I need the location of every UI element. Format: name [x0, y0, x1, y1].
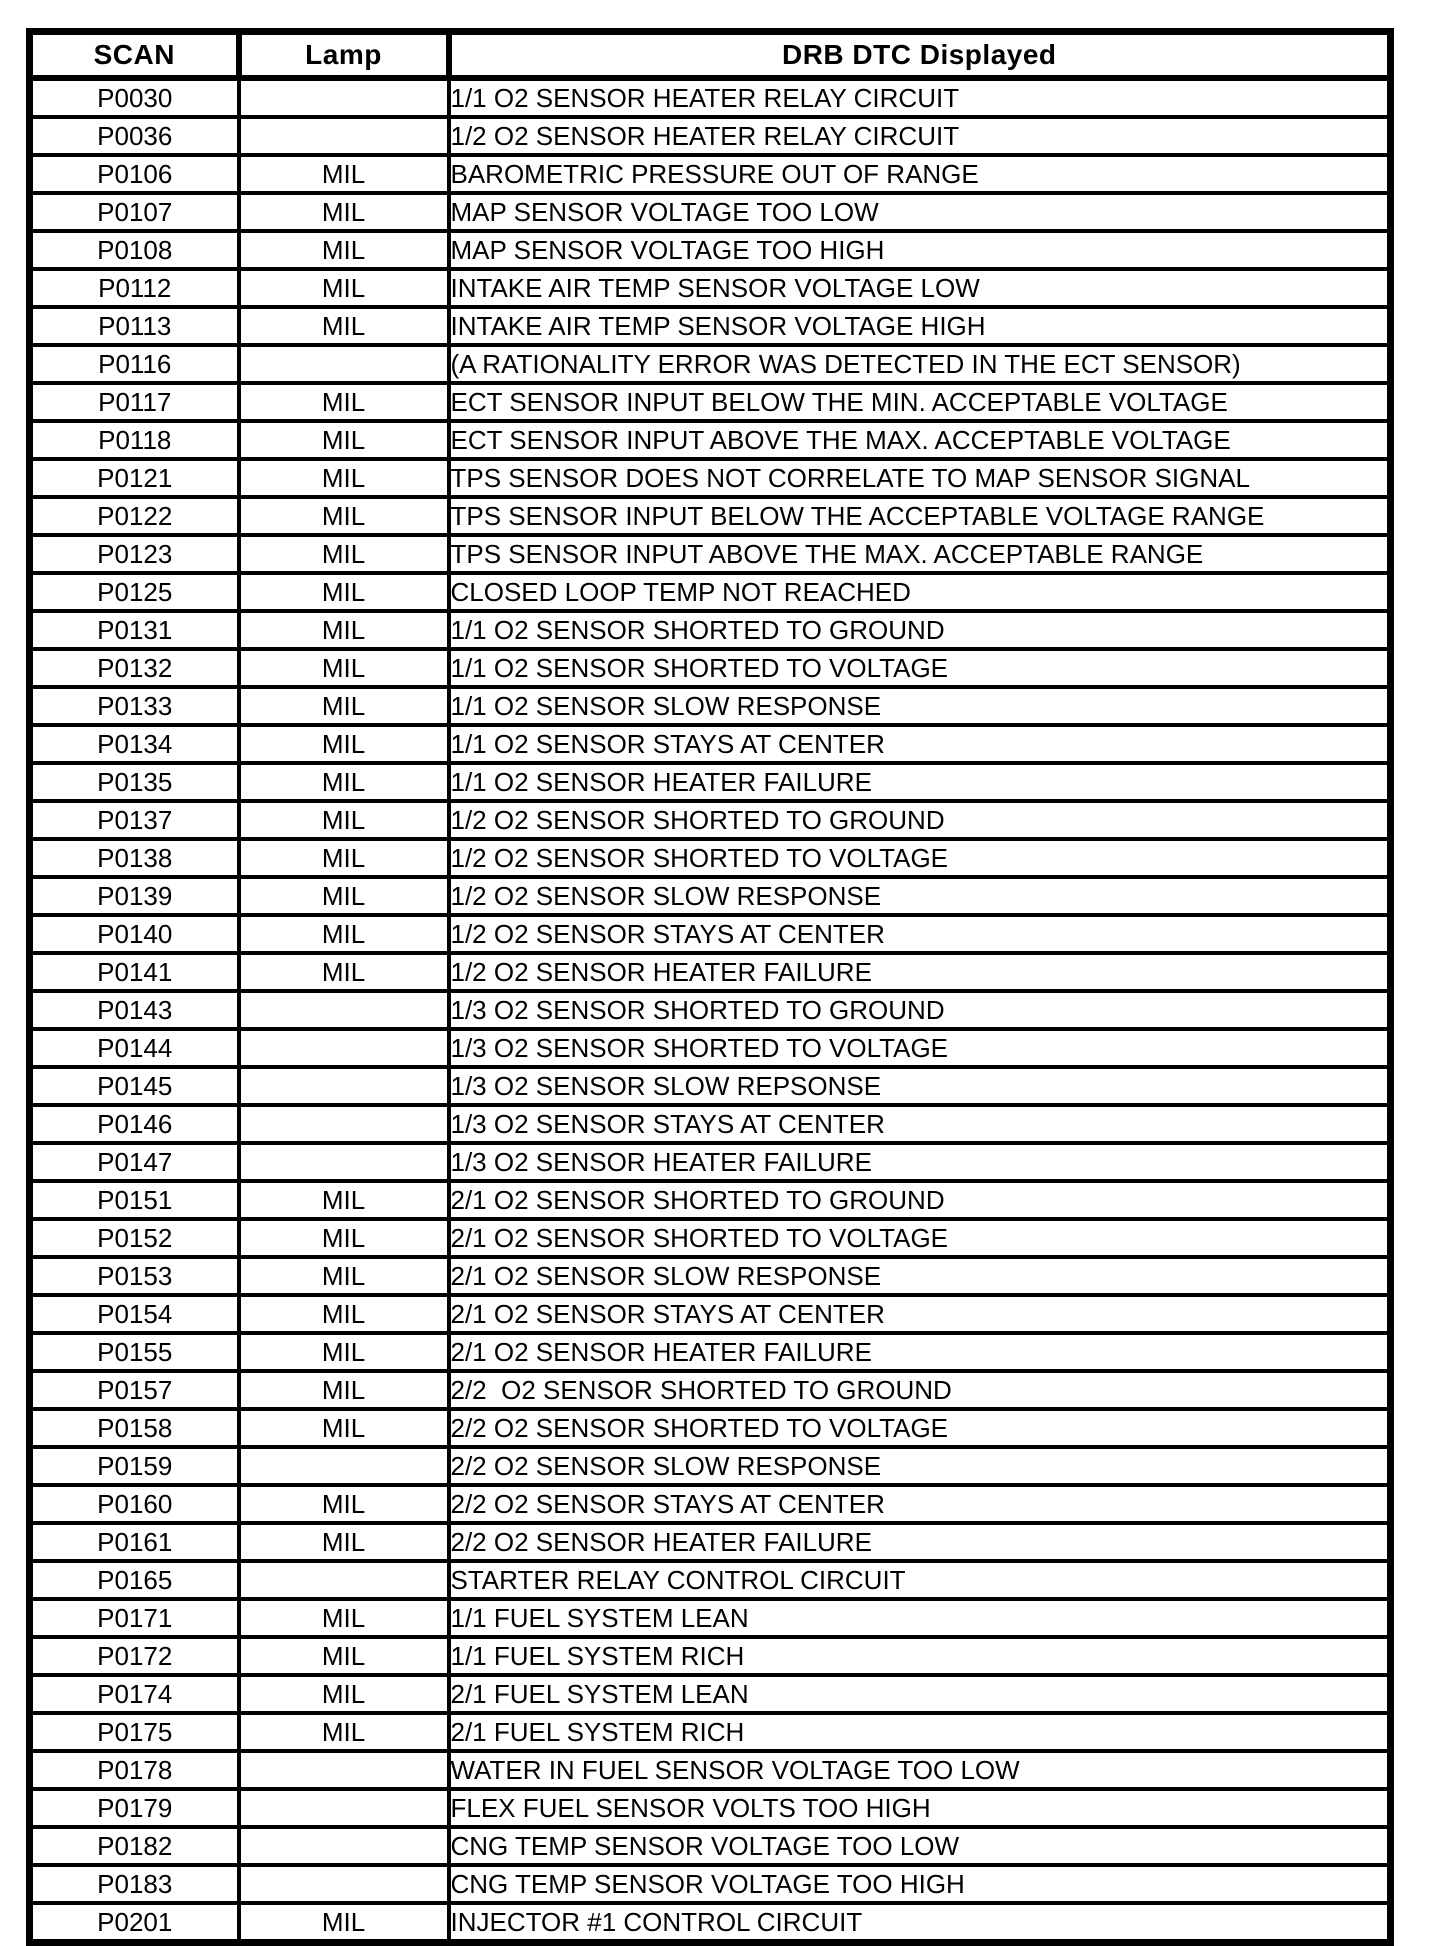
dtc-text-cell: ECT SENSOR INPUT ABOVE THE MAX. ACCEPTABLE VOLTAGE [449, 421, 1391, 459]
table-row [30, 991, 1391, 1029]
scan-code-cell: P0106 [30, 155, 239, 193]
table-row [30, 193, 1391, 231]
scan-code-cell: P0165 [30, 1561, 239, 1599]
dtc-text-cell: 2/2 O2 SENSOR SLOW RESPONSE [449, 1447, 1391, 1485]
table-row [30, 307, 1391, 345]
lamp-cell: MIL [239, 953, 449, 991]
table-row [30, 915, 1391, 953]
dtc-text-cell: 2/1 O2 SENSOR STAYS AT CENTER [449, 1295, 1391, 1333]
scan-code-cell: P0118 [30, 421, 239, 459]
table-row [30, 1333, 1391, 1371]
lamp-cell [239, 345, 449, 383]
scan-code-cell: P0182 [30, 1827, 239, 1865]
table-row [30, 611, 1391, 649]
table-row [30, 1447, 1391, 1485]
dtc-text-cell: 2/1 O2 SENSOR SHORTED TO GROUND [449, 1181, 1391, 1219]
scan-code-cell: P0116 [30, 345, 239, 383]
table-row [30, 155, 1391, 193]
dtc-text-cell: INJECTOR #1 CONTROL CIRCUIT [449, 1903, 1391, 1943]
scan-code-cell: P0132 [30, 649, 239, 687]
table-row [30, 1257, 1391, 1295]
scan-code-cell: P0030 [30, 78, 239, 117]
table-row [30, 839, 1391, 877]
scan-code-cell: P0107 [30, 193, 239, 231]
lamp-cell [239, 1105, 449, 1143]
dtc-text-cell: TPS SENSOR INPUT ABOVE THE MAX. ACCEPTABLE RANGE [449, 535, 1391, 573]
scan-code-cell: P0160 [30, 1485, 239, 1523]
lamp-cell: MIL [239, 1371, 449, 1409]
lamp-cell [239, 1789, 449, 1827]
dtc-text-cell: 2/2 O2 SENSOR HEATER FAILURE [449, 1523, 1391, 1561]
table-row [30, 687, 1391, 725]
dtc-text-cell: STARTER RELAY CONTROL CIRCUIT [449, 1561, 1391, 1599]
dtc-text-cell: 2/2 O2 SENSOR SHORTED TO GROUND [449, 1371, 1391, 1409]
scan-code-cell: P0201 [30, 1903, 239, 1943]
dtc-text-cell: 2/2 O2 SENSOR SHORTED TO VOLTAGE [449, 1409, 1391, 1447]
scan-code-cell: P0113 [30, 307, 239, 345]
dtc-table-body [30, 78, 1391, 1943]
lamp-cell: MIL [239, 269, 449, 307]
scan-code-cell: P0158 [30, 1409, 239, 1447]
table-row [30, 1789, 1391, 1827]
dtc-text-cell: TPS SENSOR DOES NOT CORRELATE TO MAP SENSOR SIGNAL [449, 459, 1391, 497]
scan-code-cell: P0147 [30, 1143, 239, 1181]
lamp-cell: MIL [239, 1523, 449, 1561]
table-row [30, 345, 1391, 383]
column-header-drb-dtc-displayed: DRB DTC Displayed [449, 32, 1391, 79]
table-row [30, 763, 1391, 801]
scan-code-cell: P0144 [30, 1029, 239, 1067]
lamp-cell: MIL [239, 459, 449, 497]
table-row [30, 1067, 1391, 1105]
lamp-cell [239, 1029, 449, 1067]
dtc-text-cell: 1/1 O2 SENSOR SHORTED TO GROUND [449, 611, 1391, 649]
scan-code-cell: P0151 [30, 1181, 239, 1219]
table-row [30, 953, 1391, 991]
dtc-text-cell: ECT SENSOR INPUT BELOW THE MIN. ACCEPTABLE VOLTAGE [449, 383, 1391, 421]
table-row [30, 877, 1391, 915]
dtc-text-cell: INTAKE AIR TEMP SENSOR VOLTAGE HIGH [449, 307, 1391, 345]
lamp-cell [239, 1561, 449, 1599]
scan-code-cell: P0175 [30, 1713, 239, 1751]
lamp-cell: MIL [239, 535, 449, 573]
dtc-text-cell: 2/1 O2 SENSOR SHORTED TO VOLTAGE [449, 1219, 1391, 1257]
table-row [30, 725, 1391, 763]
table-header-row [30, 32, 1391, 79]
dtc-text-cell: 2/1 O2 SENSOR SLOW RESPONSE [449, 1257, 1391, 1295]
table-row [30, 1827, 1391, 1865]
dtc-text-cell: 2/2 O2 SENSOR STAYS AT CENTER [449, 1485, 1391, 1523]
lamp-cell: MIL [239, 687, 449, 725]
dtc-text-cell: 1/3 O2 SENSOR SHORTED TO VOLTAGE [449, 1029, 1391, 1067]
table-row [30, 1295, 1391, 1333]
lamp-cell: MIL [239, 877, 449, 915]
dtc-text-cell: 1/3 O2 SENSOR HEATER FAILURE [449, 1143, 1391, 1181]
lamp-cell: MIL [239, 1333, 449, 1371]
table-row [30, 78, 1391, 117]
scan-code-cell: P0131 [30, 611, 239, 649]
scan-code-cell: P0143 [30, 991, 239, 1029]
scan-code-cell: P0171 [30, 1599, 239, 1637]
table-row [30, 1409, 1391, 1447]
scan-code-cell: P0146 [30, 1105, 239, 1143]
dtc-text-cell: 1/2 O2 SENSOR HEATER FAILURE [449, 953, 1391, 991]
lamp-cell: MIL [239, 1599, 449, 1637]
lamp-cell: MIL [239, 1181, 449, 1219]
lamp-cell [239, 1447, 449, 1485]
lamp-cell: MIL [239, 573, 449, 611]
table-row [30, 117, 1391, 155]
scan-code-cell: P0123 [30, 535, 239, 573]
dtc-text-cell: 1/2 O2 SENSOR SLOW RESPONSE [449, 877, 1391, 915]
scan-code-cell: P0178 [30, 1751, 239, 1789]
table-row [30, 1143, 1391, 1181]
lamp-cell [239, 1751, 449, 1789]
table-row [30, 1219, 1391, 1257]
dtc-text-cell: INTAKE AIR TEMP SENSOR VOLTAGE LOW [449, 269, 1391, 307]
lamp-cell: MIL [239, 839, 449, 877]
lamp-cell: MIL [239, 763, 449, 801]
table-row [30, 649, 1391, 687]
lamp-cell: MIL [239, 1257, 449, 1295]
table-row [30, 1029, 1391, 1067]
lamp-cell: MIL [239, 1713, 449, 1751]
table-row [30, 459, 1391, 497]
scan-code-cell: P0108 [30, 231, 239, 269]
table-row [30, 421, 1391, 459]
table-row [30, 1675, 1391, 1713]
lamp-cell: MIL [239, 915, 449, 953]
lamp-cell [239, 1827, 449, 1865]
table-row [30, 269, 1391, 307]
dtc-text-cell: 1/3 O2 SENSOR SLOW REPSONSE [449, 1067, 1391, 1105]
dtc-text-cell: 2/1 O2 SENSOR HEATER FAILURE [449, 1333, 1391, 1371]
scan-code-cell: P0154 [30, 1295, 239, 1333]
dtc-text-cell: BAROMETRIC PRESSURE OUT OF RANGE [449, 155, 1391, 193]
scan-code-cell: P0141 [30, 953, 239, 991]
dtc-text-cell: 1/1 O2 SENSOR SLOW RESPONSE [449, 687, 1391, 725]
scan-code-cell: P0139 [30, 877, 239, 915]
dtc-text-cell: 2/1 FUEL SYSTEM RICH [449, 1713, 1391, 1751]
table-row [30, 497, 1391, 535]
scan-code-cell: P0174 [30, 1675, 239, 1713]
scan-code-cell: P0121 [30, 459, 239, 497]
dtc-text-cell: 2/1 FUEL SYSTEM LEAN [449, 1675, 1391, 1713]
lamp-cell: MIL [239, 1409, 449, 1447]
scan-code-cell: P0125 [30, 573, 239, 611]
scan-code-cell: P0145 [30, 1067, 239, 1105]
scan-code-cell: P0153 [30, 1257, 239, 1295]
scan-code-cell: P0152 [30, 1219, 239, 1257]
scan-code-cell: P0117 [30, 383, 239, 421]
lamp-cell: MIL [239, 1903, 449, 1943]
dtc-text-cell: (A RATIONALITY ERROR WAS DETECTED IN THE ECT SENSOR) [449, 345, 1391, 383]
lamp-cell [239, 1067, 449, 1105]
dtc-table [26, 28, 1394, 1946]
scan-code-cell: P0134 [30, 725, 239, 763]
lamp-cell: MIL [239, 193, 449, 231]
lamp-cell: MIL [239, 725, 449, 763]
scan-code-cell: P0140 [30, 915, 239, 953]
table-row [30, 231, 1391, 269]
scan-code-cell: P0161 [30, 1523, 239, 1561]
dtc-text-cell: CNG TEMP SENSOR VOLTAGE TOO LOW [449, 1827, 1391, 1865]
table-row [30, 573, 1391, 611]
table-row [30, 801, 1391, 839]
lamp-cell: MIL [239, 383, 449, 421]
dtc-text-cell: 1/2 O2 SENSOR SHORTED TO VOLTAGE [449, 839, 1391, 877]
dtc-text-cell: 1/1 FUEL SYSTEM RICH [449, 1637, 1391, 1675]
table-row [30, 383, 1391, 421]
scan-code-cell: P0157 [30, 1371, 239, 1409]
scan-code-cell: P0172 [30, 1637, 239, 1675]
table-row [30, 1751, 1391, 1789]
dtc-text-cell: 1/3 O2 SENSOR SHORTED TO GROUND [449, 991, 1391, 1029]
table-row [30, 535, 1391, 573]
dtc-text-cell: WATER IN FUEL SENSOR VOLTAGE TOO LOW [449, 1751, 1391, 1789]
lamp-cell: MIL [239, 649, 449, 687]
lamp-cell: MIL [239, 497, 449, 535]
lamp-cell [239, 991, 449, 1029]
dtc-text-cell: 1/2 O2 SENSOR SHORTED TO GROUND [449, 801, 1391, 839]
lamp-cell [239, 117, 449, 155]
scan-code-cell: P0179 [30, 1789, 239, 1827]
column-header-lamp: Lamp [239, 32, 449, 79]
table-row [30, 1903, 1391, 1943]
dtc-text-cell: CNG TEMP SENSOR VOLTAGE TOO HIGH [449, 1865, 1391, 1903]
scan-code-cell: P0135 [30, 763, 239, 801]
table-row [30, 1599, 1391, 1637]
lamp-cell: MIL [239, 1295, 449, 1333]
dtc-text-cell: 1/2 O2 SENSOR STAYS AT CENTER [449, 915, 1391, 953]
dtc-text-cell: 1/3 O2 SENSOR STAYS AT CENTER [449, 1105, 1391, 1143]
table-row [30, 1485, 1391, 1523]
scan-code-cell: P0112 [30, 269, 239, 307]
scan-code-cell: P0137 [30, 801, 239, 839]
lamp-cell [239, 78, 449, 117]
dtc-text-cell: MAP SENSOR VOLTAGE TOO LOW [449, 193, 1391, 231]
scan-code-cell: P0138 [30, 839, 239, 877]
table-row [30, 1637, 1391, 1675]
table-row [30, 1865, 1391, 1903]
scan-code-cell: P0133 [30, 687, 239, 725]
dtc-text-cell: CLOSED LOOP TEMP NOT REACHED [449, 573, 1391, 611]
dtc-text-cell: FLEX FUEL SENSOR VOLTS TOO HIGH [449, 1789, 1391, 1827]
column-header-scan: SCAN [30, 32, 239, 79]
lamp-cell: MIL [239, 307, 449, 345]
lamp-cell: MIL [239, 611, 449, 649]
table-row [30, 1105, 1391, 1143]
scan-code-cell: P0159 [30, 1447, 239, 1485]
dtc-text-cell: 1/1 FUEL SYSTEM LEAN [449, 1599, 1391, 1637]
lamp-cell: MIL [239, 421, 449, 459]
scan-code-cell: P0183 [30, 1865, 239, 1903]
table-row [30, 1181, 1391, 1219]
dtc-text-cell: MAP SENSOR VOLTAGE TOO HIGH [449, 231, 1391, 269]
table-row [30, 1713, 1391, 1751]
table-row [30, 1371, 1391, 1409]
lamp-cell: MIL [239, 1219, 449, 1257]
lamp-cell: MIL [239, 801, 449, 839]
lamp-cell: MIL [239, 1637, 449, 1675]
lamp-cell: MIL [239, 231, 449, 269]
lamp-cell [239, 1865, 449, 1903]
dtc-text-cell: 1/2 O2 SENSOR HEATER RELAY CIRCUIT [449, 117, 1391, 155]
dtc-text-cell: TPS SENSOR INPUT BELOW THE ACCEPTABLE VOLTAGE RANGE [449, 497, 1391, 535]
dtc-text-cell: 1/1 O2 SENSOR SHORTED TO VOLTAGE [449, 649, 1391, 687]
scan-code-cell: P0036 [30, 117, 239, 155]
dtc-text-cell: 1/1 O2 SENSOR HEATER RELAY CIRCUIT [449, 78, 1391, 117]
table-row [30, 1561, 1391, 1599]
lamp-cell: MIL [239, 1675, 449, 1713]
dtc-text-cell: 1/1 O2 SENSOR STAYS AT CENTER [449, 725, 1391, 763]
lamp-cell [239, 1143, 449, 1181]
scan-code-cell: P0155 [30, 1333, 239, 1371]
lamp-cell: MIL [239, 155, 449, 193]
table-row [30, 1523, 1391, 1561]
scan-code-cell: P0122 [30, 497, 239, 535]
lamp-cell: MIL [239, 1485, 449, 1523]
dtc-text-cell: 1/1 O2 SENSOR HEATER FAILURE [449, 763, 1391, 801]
